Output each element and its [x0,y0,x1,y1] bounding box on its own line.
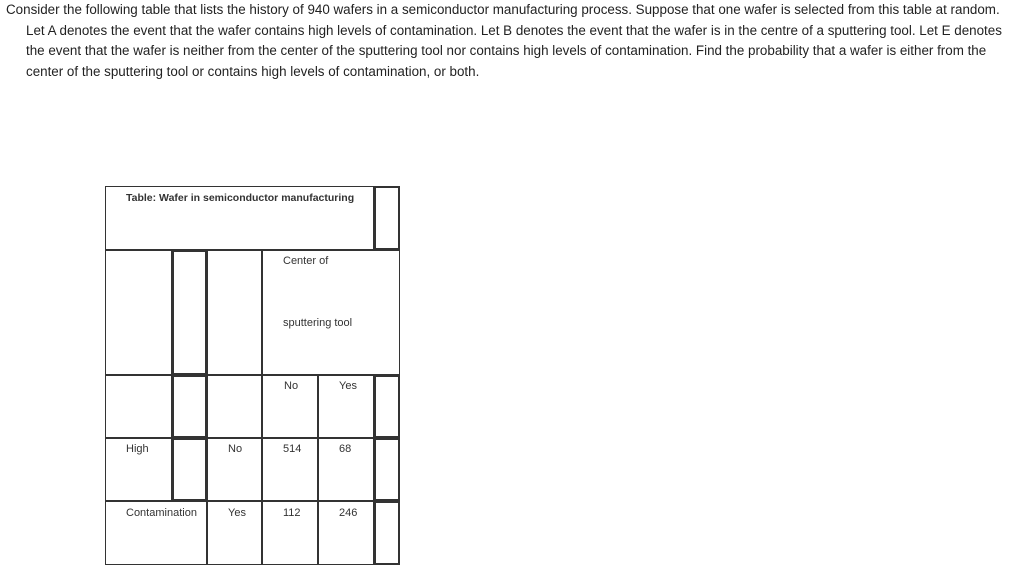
col-side-cell [374,375,400,438]
sub-blank-3 [207,375,262,438]
question-line-4: center of the sputtering tool or contains high levels of contamination, or both. [26,63,480,79]
col-yes-label: Yes [339,380,357,392]
hdr-blank-2 [172,250,207,375]
question-line-3: the event that the wafer is neither from the center of the sputtering tool nor contains high levels of contamination. Find the probability that a wafer is either from the [26,43,987,58]
row-header-line1: High [126,443,149,455]
hdr-blank-3 [207,250,262,375]
caption-side-cell [374,186,400,250]
row-no-side [374,438,400,501]
value-no-no: 514 [283,443,302,455]
value-yes-no: 112 [283,507,301,519]
col-header-line2: sputtering tool [283,317,353,329]
row-header-line2: Contamination [126,507,197,519]
question-line-2: Let A denotes the event that the wafer contains high levels of contamination. Let B denotes the event that the wafer is in the centre of a sputtering tool. Let E denotes [26,22,1002,38]
question-line-1: Consider the following table that lists the history of 940 wafers in a semiconductor manufacturing process. Suppose that one wafer is selected from this table at random. [6,2,1000,17]
hdr-blank-1 [105,250,172,375]
row-high-blank [172,438,207,501]
hdr-center-cell [262,250,400,375]
row-no-label: No [228,443,243,455]
sub-blank-2 [172,375,207,438]
col-header-line1: Center of [283,255,329,267]
table-caption: Table: Wafer in semiconductor manufacturing [126,192,355,204]
value-no-yes: 68 [339,443,352,455]
row-yes-side [374,501,400,565]
col-no-label: No [284,380,299,392]
row-yes-label: Yes [228,507,246,519]
value-yes-yes: 246 [339,507,358,519]
sub-blank-1 [105,375,172,438]
